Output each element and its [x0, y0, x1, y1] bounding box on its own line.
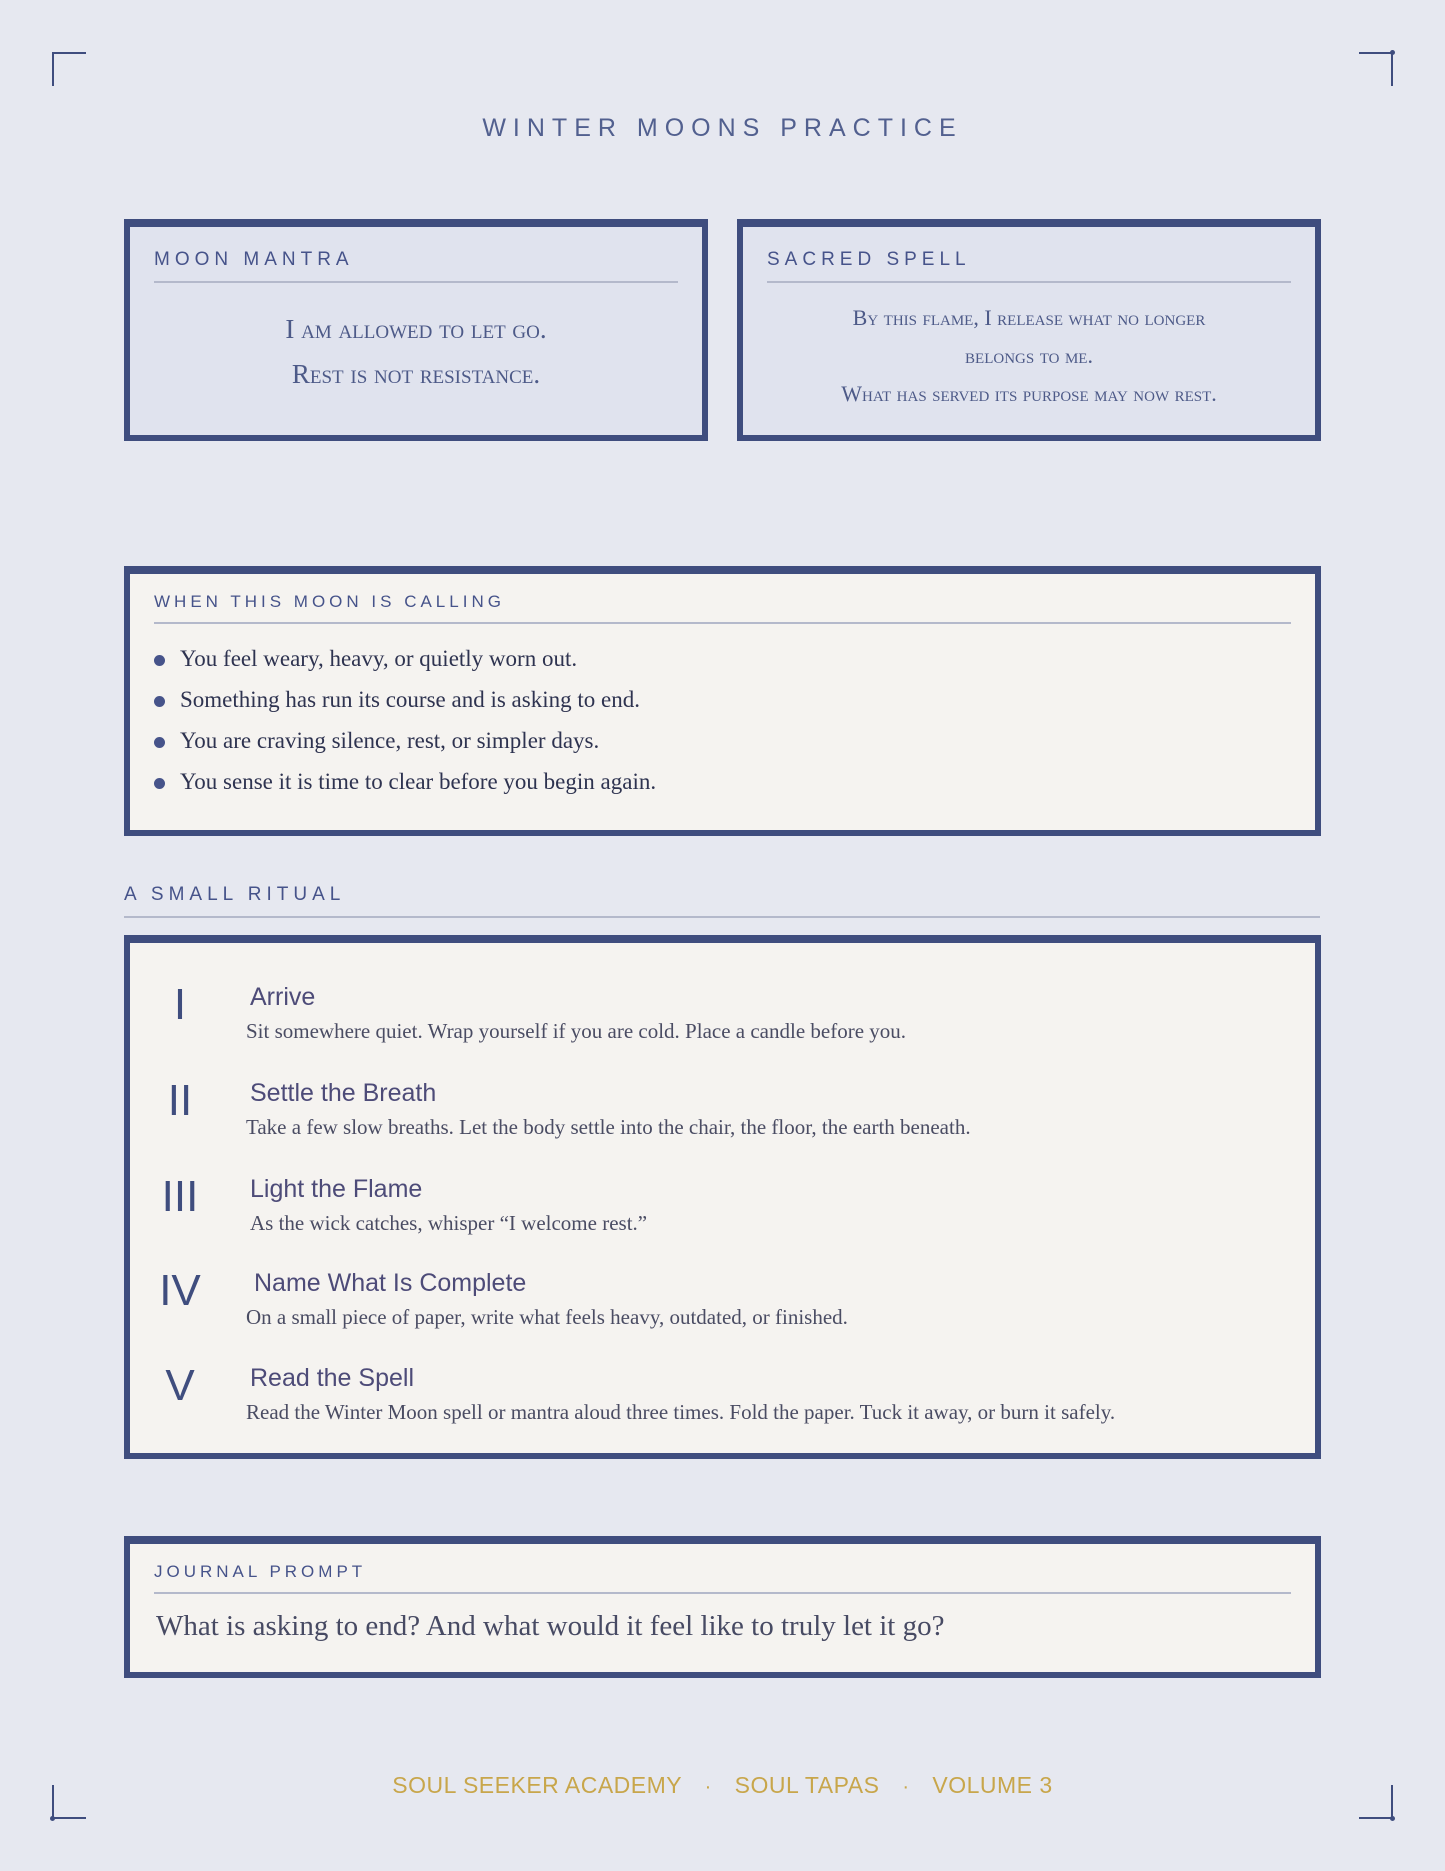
- sacred-spell-text: [763, 299, 1295, 413]
- ritual-step: [130, 980, 1320, 1070]
- ritual-step: [130, 1172, 1320, 1262]
- page-title: WINTER MOONS PRACTICE: [482, 114, 963, 142]
- step-description: As the wick catches, whisper “I welcome rest.”: [250, 1211, 648, 1235]
- spell-line: By this flame, I release what no longer: [852, 305, 1206, 330]
- footer-series: SOUL TAPAS: [734, 1772, 880, 1798]
- step-title: Light the Flame: [250, 1175, 423, 1203]
- list-item: [154, 761, 1291, 802]
- footer-academy: SOUL SEEKER ACADEMY: [392, 1772, 682, 1798]
- footer: [0, 1772, 1445, 1799]
- footer-separator: ·: [704, 1776, 712, 1798]
- bullet-icon: [154, 778, 165, 789]
- step-numeral: V: [165, 1361, 195, 1410]
- list-item: [154, 720, 1291, 761]
- calling-list: [130, 638, 1315, 802]
- ritual-heading: A SMALL RITUAL: [124, 884, 1320, 918]
- ritual-step: [130, 1361, 1320, 1451]
- list-item: [154, 638, 1291, 679]
- list-item-text: You are craving silence, rest, or simpler days.: [180, 728, 600, 753]
- step-description: On a small piece of paper, write what feels heavy, outdated, or finished.: [246, 1305, 848, 1329]
- moon-mantra-card: [124, 219, 708, 441]
- ritual-step: [130, 1076, 1320, 1166]
- corner-mark-top-left: [52, 52, 86, 86]
- sacred-spell-heading: SACRED SPELL: [767, 249, 1291, 283]
- mantra-line: I am allowed to let go.: [285, 314, 547, 344]
- moon-mantra-text: [150, 307, 682, 397]
- footer-volume: VOLUME 3: [932, 1772, 1053, 1798]
- step-description: Take a few slow breaths. Let the body settle into the chair, the floor, the earth beneath.: [246, 1115, 971, 1139]
- step-title: Name What Is Complete: [254, 1269, 527, 1297]
- step-description: Sit somewhere quiet. Wrap yourself if you are cold. Place a candle before you.: [246, 1019, 907, 1043]
- step-numeral: IV: [159, 1266, 201, 1315]
- list-item-text: You sense it is time to clear before you begin again.: [180, 769, 657, 794]
- mantra-line: Rest is not resistance.: [291, 359, 541, 389]
- ritual-card: [124, 935, 1321, 1459]
- ritual-step: [130, 1266, 1320, 1356]
- step-description: Read the Winter Moon spell or mantra aloud three times. Fold the paper. Tuck it away, or burn it safely.: [246, 1400, 1116, 1424]
- corner-mark-top-right: [1359, 52, 1393, 86]
- bullet-icon: [154, 737, 165, 748]
- list-item: [154, 679, 1291, 720]
- calling-heading: WHEN THIS MOON IS CALLING: [154, 592, 1291, 624]
- bullet-icon: [154, 696, 165, 707]
- moon-mantra-heading: MOON MANTRA: [154, 249, 678, 283]
- spell-line: What has served its purpose may now rest.: [841, 381, 1217, 406]
- bullet-icon: [154, 655, 165, 666]
- list-item-text: Something has run its course and is asking to end.: [180, 687, 640, 712]
- step-numeral: I: [173, 980, 187, 1029]
- footer-separator: ·: [902, 1776, 910, 1798]
- step-title: Read the Spell: [250, 1364, 415, 1392]
- journal-card: [124, 1536, 1321, 1678]
- step-numeral: III: [161, 1172, 199, 1221]
- journal-heading: JOURNAL PROMPT: [154, 1562, 1291, 1594]
- list-item-text: You feel weary, heavy, or quietly worn out.: [180, 646, 578, 671]
- step-title: Settle the Breath: [250, 1079, 437, 1107]
- journal-prompt: What is asking to end? And what would it feel like to truly let it go?: [156, 1610, 945, 1642]
- spell-line: belongs to me.: [965, 343, 1093, 368]
- step-title: Arrive: [250, 983, 316, 1011]
- step-numeral: II: [167, 1076, 193, 1125]
- calling-card: [124, 566, 1321, 836]
- sacred-spell-card: [737, 219, 1321, 441]
